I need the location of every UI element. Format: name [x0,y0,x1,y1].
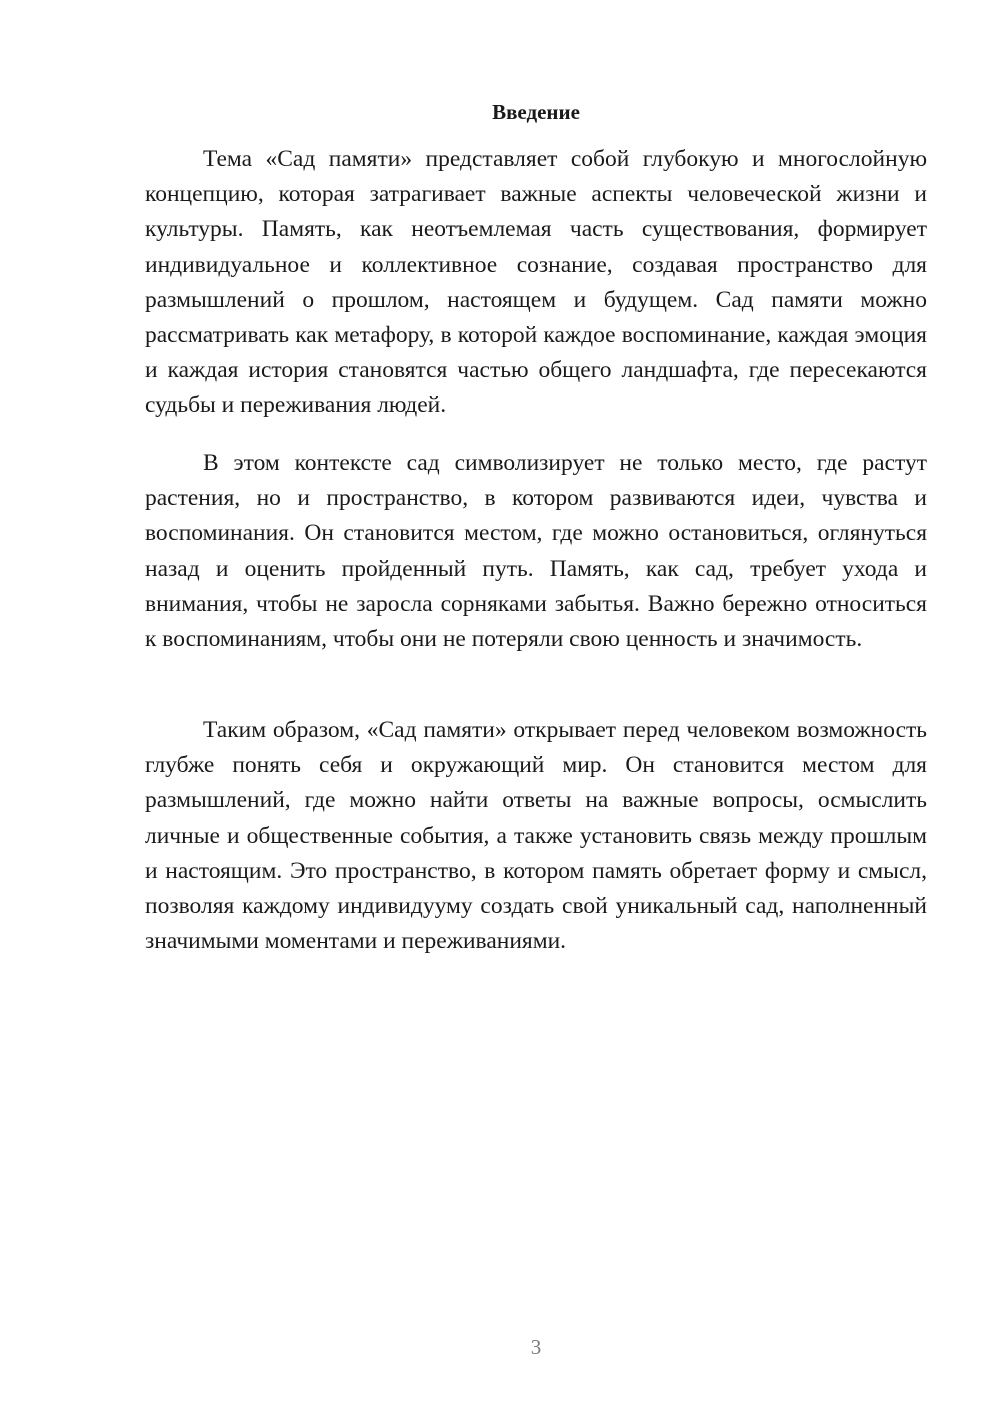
paragraph-1: Тема «Сад памяти» представляет собой глубокую и многослойную концепцию, которая затрагивает важные аспекты человеческой жизни и культуры. Память, как неотъемлемая часть существования, формирует индивидуальное и коллективное сознание, создавая пространство для размышлений о прошлом, настоящем и будущем. Сад памяти можно рассматривать как метафору, в которой каждое воспоминание, каждая эмоция и каждая история становятся частью общего ландшафта, где пересекаются судьбы и переживания людей. [145,146,927,419]
paragraph-3: Таким образом, «Сад памяти» открывает перед человеком возможность глубже понять себя и окружающий мир. Он становится местом для размышлений, где можно найти ответы на важные вопросы, осмыслить личные и общественные события, а также установить связь между прошлым и настоящим. Это пространство, в котором память обретает форму и смысл, позволяя каждому индивидууму создать свой уникальный сад, наполненный значимыми моментами и переживаниями. [145,717,927,955]
section-title: Введение [492,100,580,124]
page-number: 3 [530,1335,542,1359]
paragraph-2: В этом контексте сад символизирует не только место, где растут растения, но и пространство, в котором развиваются идеи, чувства и воспоминания. Он становится местом, где можно остановиться, оглянуться назад и оценить пройденный путь. Память, как сад, требует ухода и внимания, чтобы не заросла сорняками забытья. Важно бережно относиться к воспоминаниям, чтобы они не потеряли свою ценность и значимость. [145,450,927,653]
